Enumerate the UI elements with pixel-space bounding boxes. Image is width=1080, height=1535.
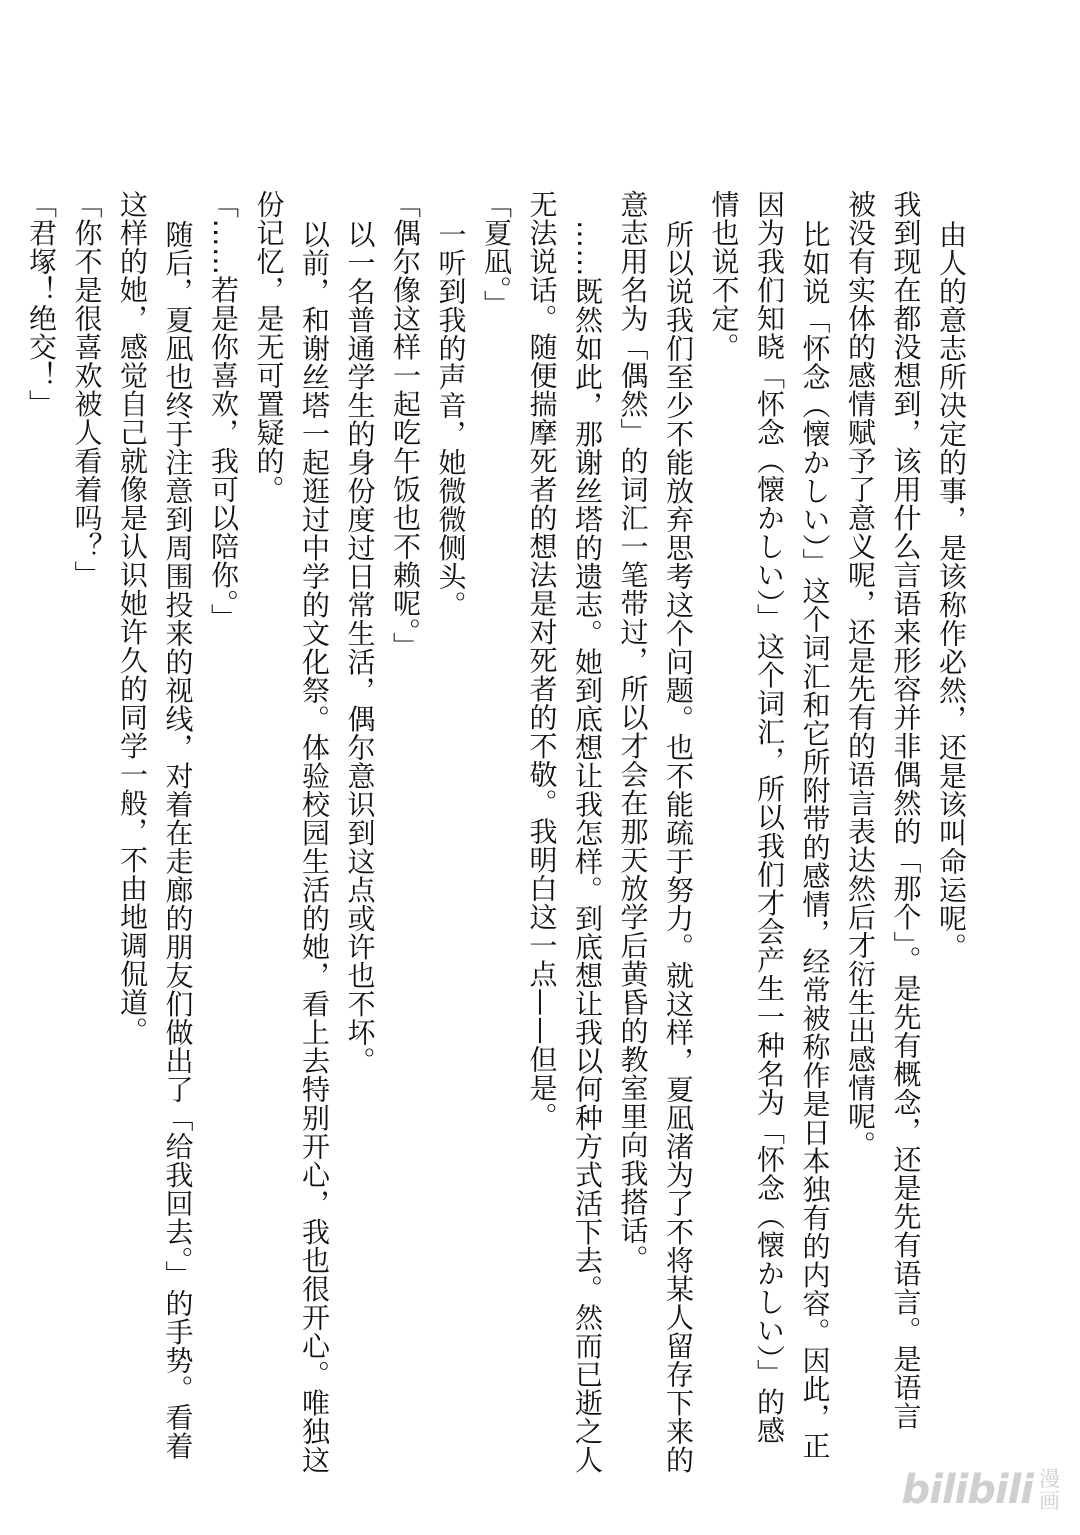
text-line: 「君塚！绝交！」 <box>25 190 58 418</box>
text-line: 份记忆，是无可置疑的。 <box>252 190 286 504</box>
watermark-side-bottom: 画 <box>1039 1489 1060 1513</box>
text-line: ……既然如此，那谢丝塔的遗志。她到底想让我怎样。到底想让我以何种方式活下去。然而已逝之人 <box>571 220 604 1474</box>
text-line: 情也说不定。 <box>707 190 741 361</box>
text-line: 「夏凪。」 <box>480 190 513 319</box>
watermark-logo: bilibili <box>901 1467 1033 1513</box>
text-line: 「偶尔像这样一起吃午饭也不赖呢。」 <box>389 190 422 661</box>
watermark-side-top: 漫 <box>1039 1467 1060 1491</box>
text-line: 比如说「怀念（懐かしい）」这个词汇和它所附带的感情，经常被称作是日本独有的内容。因此，正 <box>798 220 832 1460</box>
text-line: 这样的她，感觉自己就像是认识她许久的同学一般，不由地调侃道。 <box>116 190 149 1045</box>
text-line: 以前，和谢丝塔一起逛过中学的文化祭。体验校园生活的她，看上去特别开心，我也很开心。唯独这 <box>298 220 331 1474</box>
text-line: 因为我们知晓「怀念（懐かしい）」这个词汇，所以我们才会产生一种名为「怀念（懐かしい）」的感 <box>753 190 786 1445</box>
text-line: 所以说我们至少不能放弃思考这个问题。也不能疏于努力。就这样，夏凪渚为了不将某人留存下来的 <box>662 220 695 1474</box>
text-line: 被没有实体的感情赋予了意义呢，还是先有的语言表达然后才衍生出感情呢。 <box>844 190 877 1159</box>
text-line: 随后，夏凪也终于注意到周围投来的视线，对着在走廊的朋友们做出了「给我回去。」的手势。看着 <box>161 220 195 1460</box>
text-line: 一听到我的声音，她微微侧头。 <box>434 220 468 619</box>
bilibili-manga-watermark <box>901 1467 1060 1513</box>
text-line: 「……若是你喜欢，我可以陪你。」 <box>207 190 240 632</box>
vertical-text-block <box>19 190 975 1490</box>
text-line: 「你不是很喜欢被人看着吗？」 <box>70 190 104 589</box>
text-line: 以一名普通学生的身份度过日常生活，偶尔意识到这点或许也不坏。 <box>343 220 377 1075</box>
text-line: 无法说话。随便揣摩死者的想法是对死者的不敬。我明白这一点——但是。 <box>525 190 559 1131</box>
text-line: 我到现在都没想到，该用什么言语来形容并非偶然的「那个」。是先有概念，还是先有语言。是语言 <box>889 190 923 1430</box>
watermark-side <box>1039 1468 1060 1512</box>
text-line: 意志用名为「偶然」的词汇一笔带过，所以才会在那天放学后黄昏的教室里向我搭话。 <box>616 190 650 1273</box>
text-line: 由人的意志所决定的事，是该称作必然，还是该叫命运呢。 <box>935 220 968 961</box>
